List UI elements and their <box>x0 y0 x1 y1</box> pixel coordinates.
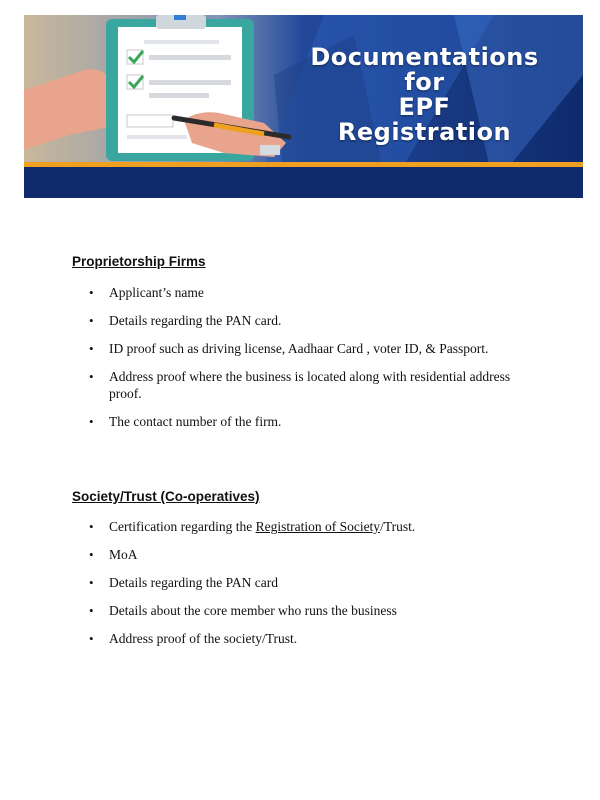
list-item: • Details regarding the PAN card <box>72 574 532 591</box>
registration-of-society-link[interactable]: Registration of Society <box>255 519 381 534</box>
list-item: • The contact number of the firm. <box>72 413 532 430</box>
list-item: • MoA <box>72 546 532 563</box>
banner-title-line: EPF <box>398 93 451 121</box>
header-banner <box>24 15 583 198</box>
banner-title <box>272 45 577 145</box>
proprietorship-document-list <box>72 284 532 441</box>
banner-title-line: Registration <box>337 118 512 146</box>
banner-title-line: Documentations <box>310 43 539 71</box>
section-heading-society-trust: Society/Trust (Co-operatives) <box>72 489 260 504</box>
list-item: • Details regarding the PAN card. <box>72 312 532 329</box>
list-item: • Applicant’s name <box>72 284 532 301</box>
society-trust-document-list <box>72 518 532 658</box>
list-item-text: Certification regarding the <box>109 519 256 534</box>
section-heading-proprietorship: Proprietorship Firms <box>72 254 206 269</box>
list-item: • Address proof where the business is located along with residential address proof. <box>72 368 532 402</box>
list-item: • Details about the core member who runs the business <box>72 602 532 619</box>
banner-title-line: for <box>404 68 445 96</box>
list-item: • Address proof of the society/Trust. <box>72 630 532 647</box>
list-item: • ID proof such as driving license, Aadhaar Card , voter ID, & Passport. <box>72 340 532 357</box>
list-item-text: /Trust. <box>380 519 416 534</box>
list-item <box>72 518 532 535</box>
